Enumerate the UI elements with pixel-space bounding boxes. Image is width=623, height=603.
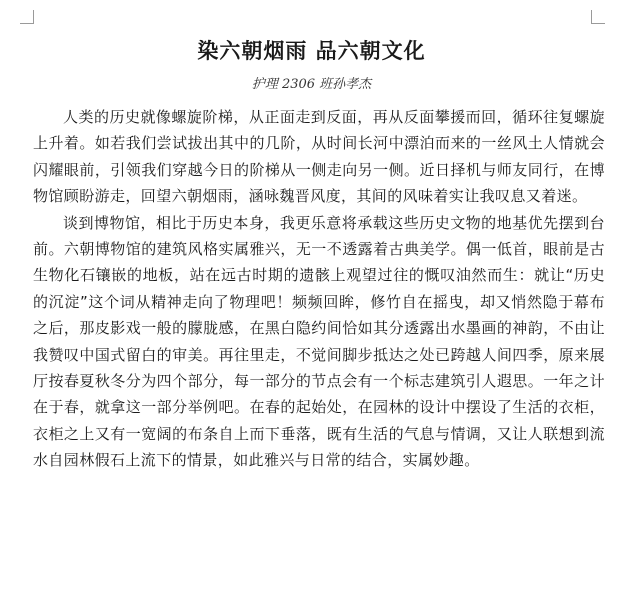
paragraph-2: 谈到博物馆，相比于历史本身，我更乐意将承载这些历史文物的地基优先摆到台前。六朝博物馆的建筑风格实属雅兴，无一不透露着古典美学。偶一低首，眼前是古生物化石镶嵌的地板，站在远古时期的遗骸上观望过往的慨叹油然而生：就让“历史的沉淀”这个词从精神走向了物理吧！频频回眸，修竹自在摇曳，却又悄然隐于幕布之后，那皮影戏一般的朦胧感，在黑白隐约间恰如其分透露出水墨画的神韵，不由让我赞叹中国式留白的审美。再往里走，不觉间脚步抵达之处已跨越人间四季，原来展厅按春夏秋冬分为四个部分，每一部分的节点会有一个标志建筑引人遐思。一年之计在于春，就拿这一部分举例吧。在春的起始处，在园林的设计中摆设了生活的衣柜，衣柜之上又有一宽阔的布条自上而下垂落，既有生活的气息与情调，又让人联想到流水自园林假石上流下的情景，如此雅兴与日常的结合，实属妙趣。 bbox=[33, 213, 605, 470]
margin-corner-mark-left bbox=[20, 10, 34, 24]
essay-body bbox=[33, 104, 605, 474]
margin-corner-mark-right bbox=[591, 10, 605, 24]
essay-title: 染六朝烟雨 品六朝文化 bbox=[197, 39, 426, 63]
paragraph-1: 人类的历史就像螺旋阶梯，从正面走到反面，再从反面攀援而回，循环往复螺旋上升着。如若我们尝试拔出其中的几阶，从时间长河中漂泊而来的一丝风土人情就会闪耀眼前，引领我们穿越今日的阶梯从一侧走向另一侧。近日择机与师友同行，在博物馆顾盼游走，回望六朝烟雨，涵咏魏晋风度，其间的风味着实让我叹息又着迷。 bbox=[33, 108, 605, 206]
essay-author: 护理 2306 班孙孝杰 bbox=[251, 77, 372, 92]
